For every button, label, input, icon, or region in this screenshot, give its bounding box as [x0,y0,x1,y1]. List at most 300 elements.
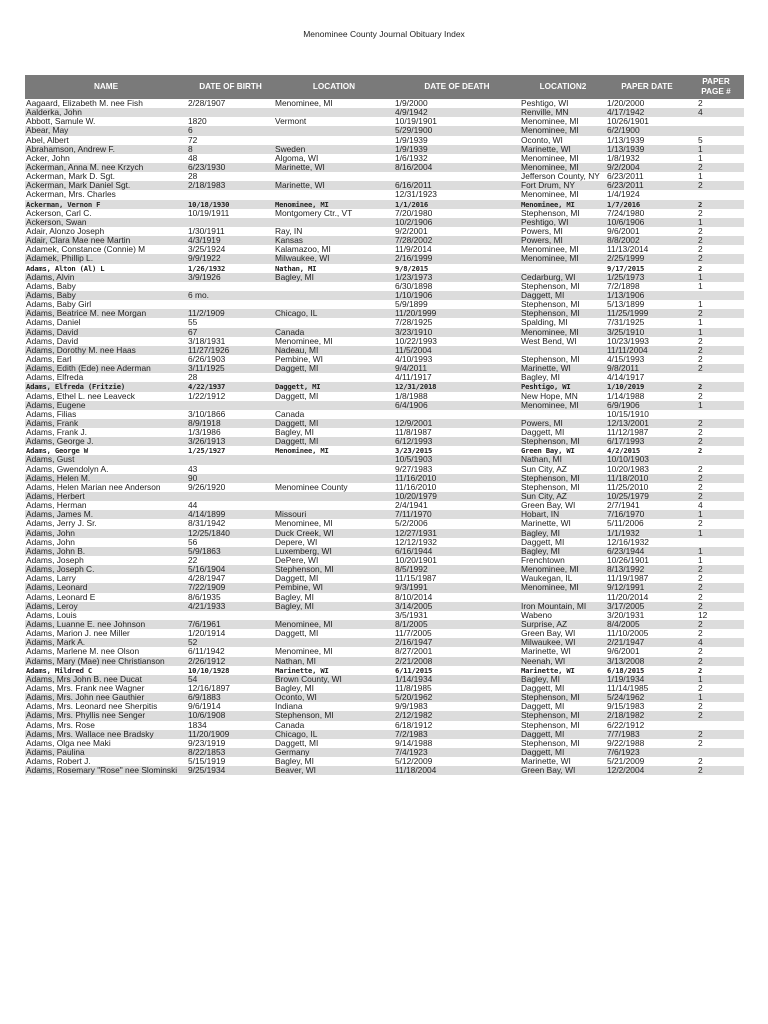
date-of-birth-cell: 4/28/1947 [187,574,274,583]
location2-cell: Peshtigo, WI [520,218,606,227]
date-of-death-cell: 8/10/2014 [394,593,520,602]
date-of-birth-cell [187,455,274,464]
date-of-birth-cell: 1/30/1911 [187,227,274,236]
location-cell: Kalamazoo, MI [274,245,394,254]
date-of-death-cell: 10/19/1901 [394,117,520,126]
location-cell: Daggett, MI [274,629,394,638]
paper-page-cell: 2 [688,684,744,693]
name-cell: Adams, Edith (Ede) nee Aderman [25,364,187,373]
location-cell: Depere, WI [274,538,394,547]
date-of-death-cell: 1/9/1939 [394,145,520,154]
column-header-name: NAME [25,75,187,99]
location2-cell: Menominee, MI [520,245,606,254]
paper-page-cell: 2 [688,181,744,190]
paper-date-cell: 1/13/1939 [606,145,688,154]
paper-date-cell: 8/4/2005 [606,620,688,629]
table-row [25,282,744,291]
date-of-death-cell: 1/10/1906 [394,291,520,300]
paper-page-cell: 2 [688,392,744,401]
paper-page-cell: 2 [688,99,744,108]
paper-date-cell: 11/25/2010 [606,483,688,492]
date-of-birth-cell: 11/20/1909 [187,730,274,739]
date-of-death-cell: 3/5/1931 [394,611,520,620]
location2-cell: Menominee, MI [520,401,606,410]
paper-date-cell: 1/19/1934 [606,675,688,684]
location-cell [274,136,394,145]
date-of-death-cell: 2/4/1941 [394,501,520,510]
name-cell: Adams, Baby [25,291,187,300]
paper-date-cell: 1/13/1906 [606,291,688,300]
paper-page-cell [688,126,744,135]
paper-date-cell: 11/20/2014 [606,593,688,602]
paper-date-cell: 1/1/1932 [606,529,688,538]
location-cell: Duck Creek, WI [274,529,394,538]
paper-date-cell: 11/19/1987 [606,574,688,583]
date-of-birth-cell: 7/6/1961 [187,620,274,629]
name-cell: Adams, Gust [25,455,187,464]
date-of-birth-cell: 3/11/1925 [187,364,274,373]
paper-date-cell: 3/13/2008 [606,657,688,666]
date-of-death-cell: 8/5/1992 [394,565,520,574]
date-of-birth-cell [187,401,274,410]
paper-date-cell: 9/6/2001 [606,647,688,656]
location2-cell: Renville, MN [520,108,606,117]
location2-cell: New Hope, MN [520,392,606,401]
date-of-death-cell: 7/2/1983 [394,730,520,739]
paper-date-cell: 7/6/1923 [606,748,688,757]
table-row [25,117,744,126]
paper-page-cell: 2 [688,364,744,373]
location2-cell: Peshtigo, WI [520,382,606,391]
paper-page-cell: 2 [688,474,744,483]
table-row [25,593,744,602]
date-of-death-cell: 8/16/2004 [394,163,520,172]
table-row [25,291,744,300]
date-of-death-cell: 1/23/1973 [394,273,520,282]
location2-cell: Menominee, MI [520,254,606,263]
date-of-birth-cell: 1820 [187,117,274,126]
name-cell: Adams, George J. [25,437,187,446]
paper-date-cell: 9/2/2004 [606,163,688,172]
date-of-death-cell: 11/7/2005 [394,629,520,638]
name-cell: Adams, Mrs. Leonard nee Sherpitis [25,702,187,711]
location-cell [274,318,394,327]
paper-date-cell: 10/10/1903 [606,455,688,464]
location2-cell: Marinette, WI [520,364,606,373]
name-cell: Adams, Mildred C [25,666,187,675]
table-row [25,209,744,218]
date-of-birth-cell: 1/20/1914 [187,629,274,638]
name-cell: Adams, Mrs John B. nee Ducat [25,675,187,684]
paper-page-cell: 1 [688,675,744,684]
location-cell: Montgomery Ctr., VT [274,209,394,218]
paper-page-cell: 2 [688,254,744,263]
location2-cell: Green Bay, WI [520,766,606,775]
paper-date-cell: 12/2/2004 [606,766,688,775]
name-cell: Adams, Mark A. [25,638,187,647]
location2-cell: Marinette, WI [520,519,606,528]
date-of-birth-cell: 28 [187,172,274,181]
location2-cell: Stephenson, MI [520,282,606,291]
name-cell: Adams, Olga nee Maki [25,739,187,748]
location2-cell: Bagley, MI [520,675,606,684]
table-row [25,474,744,483]
location2-cell [520,593,606,602]
location2-cell: Menominee, MI [520,190,606,199]
paper-date-cell: 12/13/2001 [606,419,688,428]
paper-date-cell: 5/13/1899 [606,300,688,309]
location2-cell: Green Bay, WI [520,446,606,455]
table-body [25,99,744,775]
date-of-birth-cell: 11/27/1926 [187,346,274,355]
paper-date-cell: 4/14/1917 [606,373,688,382]
table-row [25,501,744,510]
location2-cell: Green Bay, WI [520,629,606,638]
location-cell: Menominee, MI [274,620,394,629]
paper-date-cell: 10/25/1979 [606,492,688,501]
name-cell: Adams, Mrs. Rose [25,721,187,730]
date-of-birth-cell: 54 [187,675,274,684]
location2-cell: Daggett, MI [520,684,606,693]
date-of-death-cell: 9/27/1983 [394,465,520,474]
paper-page-cell [688,117,744,126]
location2-cell: Stephenson, MI [520,474,606,483]
name-cell: Adams, Leroy [25,602,187,611]
date-of-birth-cell: 2/28/1907 [187,99,274,108]
location-cell: Milwaukee, WI [274,254,394,263]
name-cell: Adams, Beatrice M. nee Morgan [25,309,187,318]
date-of-birth-cell: 4/14/1899 [187,510,274,519]
paper-date-cell: 2/18/1982 [606,711,688,720]
date-of-birth-cell: 4/22/1937 [187,382,274,391]
table-row [25,556,744,565]
name-cell: Adams, David [25,337,187,346]
date-of-birth-cell: 1834 [187,721,274,730]
date-of-death-cell: 11/15/1987 [394,574,520,583]
location-cell: Vermont [274,117,394,126]
name-cell: Adams, Marion J. nee Miller [25,629,187,638]
paper-date-cell: 1/14/1988 [606,392,688,401]
date-of-birth-cell [187,190,274,199]
date-of-death-cell: 8/1/2005 [394,620,520,629]
location-cell: Bagley, MI [274,593,394,602]
location2-cell: Menominee, MI [520,126,606,135]
date-of-birth-cell: 4/21/1933 [187,602,274,611]
date-of-birth-cell [187,218,274,227]
paper-date-cell: 7/16/1970 [606,510,688,519]
name-cell: Aalderka, John [25,108,187,117]
paper-date-cell: 2/21/1947 [606,638,688,647]
table-row [25,264,744,273]
paper-date-cell: 9/6/2001 [606,227,688,236]
date-of-birth-cell: 56 [187,538,274,547]
date-of-birth-cell: 22 [187,556,274,565]
date-of-death-cell: 7/11/1970 [394,510,520,519]
paper-page-cell: 2 [688,428,744,437]
date-of-death-cell [394,172,520,181]
name-cell: Adams, Joseph [25,556,187,565]
location-cell: Marinette, WI [274,163,394,172]
table-row [25,437,744,446]
paper-page-cell: 2 [688,264,744,273]
paper-date-cell: 1/13/1939 [606,136,688,145]
date-of-death-cell: 3/14/2005 [394,602,520,611]
location2-cell: Powers, MI [520,227,606,236]
date-of-birth-cell: 2/18/1983 [187,181,274,190]
table-row [25,346,744,355]
paper-page-cell: 2 [688,382,744,391]
location-cell [274,455,394,464]
date-of-death-cell: 12/12/1932 [394,538,520,547]
date-of-birth-cell: 8 [187,145,274,154]
paper-page-cell [688,721,744,730]
name-cell: Ackerman, Mark Daniel Sgt. [25,181,187,190]
paper-date-cell: 6/23/2011 [606,181,688,190]
location-cell: Pembine, WI [274,355,394,364]
paper-page-cell: 1 [688,556,744,565]
location2-cell: West Bend, WI [520,337,606,346]
paper-date-cell: 10/15/1910 [606,410,688,419]
date-of-death-cell: 11/16/2010 [394,474,520,483]
paper-page-cell: 2 [688,629,744,638]
date-of-birth-cell: 8/31/1942 [187,519,274,528]
location-cell: Menominee, MI [274,446,394,455]
paper-date-cell: 6/2/1900 [606,126,688,135]
location2-cell: Marinette, WI [520,145,606,154]
paper-date-cell: 9/12/1991 [606,583,688,592]
date-of-death-cell: 1/14/1934 [394,675,520,684]
location-cell [274,291,394,300]
name-cell: Adams, David [25,328,187,337]
location-cell: Menominee, MI [274,519,394,528]
location2-cell: Wabeno [520,611,606,620]
date-of-death-cell: 1/9/2000 [394,99,520,108]
date-of-death-cell: 6/12/1993 [394,437,520,446]
date-of-birth-cell: 9/26/1920 [187,483,274,492]
location-cell [274,465,394,474]
location-cell: Beaver, WI [274,766,394,775]
name-cell: Adams, Elfreda (Fritzie) [25,382,187,391]
table-row [25,355,744,364]
name-cell: Adams, Larry [25,574,187,583]
table-header [25,75,744,99]
date-of-birth-cell: 3/25/1924 [187,245,274,254]
name-cell: Adams, Frank J. [25,428,187,437]
table-row [25,273,744,282]
paper-page-cell: 2 [688,602,744,611]
location-cell: Luxemberg, WI [274,547,394,556]
table-row [25,657,744,666]
paper-page-cell: 2 [688,419,744,428]
date-of-death-cell: 11/18/2004 [394,766,520,775]
table-row [25,145,744,154]
name-cell: Adams, Leonard [25,583,187,592]
location2-cell: Neenah, WI [520,657,606,666]
location-cell: Missouri [274,510,394,519]
date-of-death-cell: 5/2/2006 [394,519,520,528]
paper-page-cell: 2 [688,355,744,364]
table-row [25,136,744,145]
date-of-birth-cell: 48 [187,154,274,163]
table-row [25,163,744,172]
date-of-death-cell: 12/27/1931 [394,529,520,538]
paper-date-cell: 8/13/1992 [606,565,688,574]
location2-cell: Daggett, MI [520,730,606,739]
date-of-death-cell: 5/12/2009 [394,757,520,766]
date-of-birth-cell: 52 [187,638,274,647]
date-of-birth-cell: 3/9/1926 [187,273,274,282]
name-cell: Adams, Frank [25,419,187,428]
paper-date-cell: 9/15/1983 [606,702,688,711]
name-cell: Adams, John [25,529,187,538]
name-cell: Adams, Joseph C. [25,565,187,574]
name-cell: Adams, John [25,538,187,547]
location-cell: Daggett, MI [274,382,394,391]
location-cell: Sweden [274,145,394,154]
location2-cell: Daggett, MI [520,702,606,711]
location-cell [274,501,394,510]
name-cell: Ackerman, Vernon F [25,200,187,209]
date-of-death-cell: 3/23/2015 [394,446,520,455]
location-cell: Menominee County [274,483,394,492]
table-row [25,446,744,455]
paper-date-cell: 4/17/1942 [606,108,688,117]
date-of-death-cell: 11/20/1999 [394,309,520,318]
date-of-death-cell: 3/23/1910 [394,328,520,337]
paper-date-cell: 6/22/1912 [606,721,688,730]
date-of-death-cell: 10/22/1993 [394,337,520,346]
location2-cell: Frenchtown [520,556,606,565]
location-cell: Menominee, MI [274,337,394,346]
paper-date-cell: 10/26/1901 [606,556,688,565]
table-row [25,565,744,574]
table-row [25,181,744,190]
location2-cell: Menominee, MI [520,200,606,209]
document-title: Menominee County Journal Obituary Index [303,29,465,39]
table-row [25,611,744,620]
paper-date-cell: 10/26/1901 [606,117,688,126]
location-cell: Bagley, MI [274,428,394,437]
table-row [25,300,744,309]
date-of-death-cell: 12/31/1923 [394,190,520,199]
paper-page-cell: 2 [688,245,744,254]
location-cell: Pembine, WI [274,583,394,592]
location2-cell: Stephenson, MI [520,437,606,446]
name-cell: Ackerson, Carl C. [25,209,187,218]
paper-date-cell: 10/23/1993 [606,337,688,346]
paper-page-cell [688,373,744,382]
paper-date-cell: 7/31/1925 [606,318,688,327]
paper-date-cell: 9/22/1988 [606,739,688,748]
name-cell: Adams, Ethel L. nee Leaveck [25,392,187,401]
date-of-death-cell: 12/9/2001 [394,419,520,428]
location-cell: Canada [274,721,394,730]
paper-page-cell: 1 [688,547,744,556]
date-of-death-cell: 2/16/1947 [394,638,520,647]
table-row [25,190,744,199]
table-row [25,200,744,209]
location2-cell: Stephenson, MI [520,300,606,309]
table-row [25,538,744,547]
date-of-birth-cell: 12/16/1897 [187,684,274,693]
paper-date-cell: 8/8/2002 [606,236,688,245]
location2-cell: Hobart, IN [520,510,606,519]
name-cell: Adams, Leonard E [25,593,187,602]
paper-date-cell: 6/17/1993 [606,437,688,446]
name-cell: Adams, Jerry J. Sr. [25,519,187,528]
name-cell: Adams, Gwendolyn A. [25,465,187,474]
paper-page-cell: 2 [688,346,744,355]
location2-cell: Menominee, MI [520,583,606,592]
date-of-death-cell: 2/12/1982 [394,711,520,720]
location-cell: Daggett, MI [274,574,394,583]
table-row [25,154,744,163]
table-row [25,693,744,702]
paper-page-cell: 4 [688,108,744,117]
paper-page-cell: 1 [688,273,744,282]
paper-page-cell: 2 [688,574,744,583]
location-cell: Algoma, WI [274,154,394,163]
location-cell: Daggett, MI [274,419,394,428]
name-cell: Aagaard, Elizabeth M. nee Fish [25,99,187,108]
date-of-death-cell: 11/5/2004 [394,346,520,355]
location2-cell: Daggett, MI [520,748,606,757]
date-of-birth-cell: 10/18/1930 [187,200,274,209]
date-of-birth-cell [187,611,274,620]
column-header-date-of-death: DATE OF DEATH [394,75,520,99]
date-of-birth-cell: 9/9/1922 [187,254,274,263]
table-row [25,465,744,474]
paper-page-cell: 1 [688,693,744,702]
date-of-birth-cell: 3/10/1866 [187,410,274,419]
table-row [25,721,744,730]
location2-cell: Bagley, MI [520,547,606,556]
date-of-birth-cell: 9/23/1919 [187,739,274,748]
date-of-death-cell: 10/20/1979 [394,492,520,501]
name-cell: Adams, Rosemary "Rose" nee Slominski [25,766,187,775]
paper-page-cell: 1 [688,318,744,327]
location2-cell: Surprise, AZ [520,620,606,629]
paper-date-cell: 5/21/2009 [606,757,688,766]
location2-cell: Bagley, MI [520,373,606,382]
name-cell: Adams, John B. [25,547,187,556]
name-cell: Adamek, Phillip L. [25,254,187,263]
table-row [25,337,744,346]
date-of-birth-cell: 10/6/1908 [187,711,274,720]
paper-date-cell: 6/23/2011 [606,172,688,181]
table-row [25,428,744,437]
column-header-paper-page: PAPER PAGE # [688,75,744,99]
paper-page-cell: 1 [688,300,744,309]
date-of-birth-cell: 8/9/1918 [187,419,274,428]
name-cell: Abel, Albert [25,136,187,145]
paper-date-cell: 12/16/1932 [606,538,688,547]
date-of-birth-cell: 11/2/1909 [187,309,274,318]
location2-cell: Daggett, MI [520,291,606,300]
date-of-birth-cell: 6/26/1903 [187,355,274,364]
paper-date-cell: 4/15/1993 [606,355,688,364]
date-of-death-cell: 5/29/1900 [394,126,520,135]
paper-date-cell: 11/10/2005 [606,629,688,638]
table-row [25,245,744,254]
table-row [25,373,744,382]
table-row [25,529,744,538]
location2-cell [520,264,606,273]
paper-date-cell: 5/24/1962 [606,693,688,702]
date-of-death-cell: 2/21/2008 [394,657,520,666]
name-cell: Adair, Clara Mae nee Martin [25,236,187,245]
date-of-death-cell: 5/9/1899 [394,300,520,309]
